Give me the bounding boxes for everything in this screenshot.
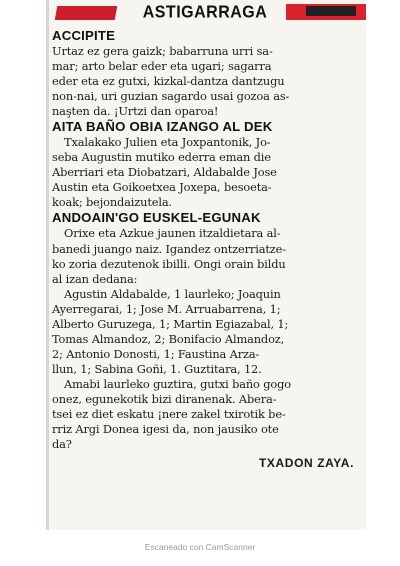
paragraph-line: naşten da. ¡Urtzi dan oparoa! (52, 104, 219, 119)
paragraph-line: Aberriari eta Diobatzari, Aldabalde Jose (52, 165, 277, 180)
paragraph-line: koak; bejondaizutela. (52, 195, 172, 210)
paragraph-line: Tomas Almandoz, 2; Bonifacio Almandoz, (52, 331, 285, 346)
red-ink-stripe-left (55, 6, 117, 20)
paragraph-line: non-nai, uri guzian sagardo usai gozoa as- (52, 89, 290, 104)
section-heading-accipite: ACCIPITE (52, 28, 116, 43)
paragraph-line: da? (52, 437, 72, 452)
paragraph-line: 2; Antonio Donosti, 1; Faustina Arza- (52, 346, 260, 361)
paragraph-line: Urtaz ez gera gaizk; babarruna urri sa- (52, 44, 273, 58)
masthead-title: ASTIGARRAGA (142, 3, 268, 22)
paragraph-line: Amabi laurleko guztira, gutxi baño gogo (64, 376, 291, 391)
paragraph-line: rriz Argi Donea igesi da, non jausiko ote (52, 422, 279, 437)
scan-edge-shadow (46, 0, 49, 530)
paragraph-line: Orixe eta Azkue jaunen itzaldietara al- (64, 226, 281, 241)
paragraph-line: seba Augustin mutiko ederra eman die (52, 150, 271, 165)
paragraph-line: mar; arto belar eder eta ugari; sagarra (52, 59, 272, 74)
paragraph-line: tsei ez diet eskatu ¡nere zakel txirotik be- (52, 407, 286, 422)
paragraph-line: Agustin Aldabalde, 1 laurleko; Joaquin (64, 286, 281, 301)
paragraph-line: Alberto Guruzega, 1; Martin Egiazabal, 1; (52, 316, 289, 331)
newspaper-clipping (46, 0, 366, 530)
paragraph-line: ko zoria dezutenok ibilli. Ongi orain bildu (52, 256, 286, 271)
paragraph-line: banedi juango naiz. Igandez ontzerriatze- (52, 241, 286, 256)
dark-ink-stripe-right (306, 6, 356, 16)
section-heading-andoain: ANDOAIN'GO EUSKEL-EGUNAK (52, 210, 261, 226)
signature: TXADON ZAYA. (259, 456, 354, 471)
paragraph-line: onez, egunekotik bizi diranenak. Abera- (52, 391, 277, 406)
article-column (52, 28, 358, 470)
scanner-watermark: Escaneado con CamScanner (144, 542, 256, 552)
paragraph-line: Ayerregarai, 1; Jose M. Arruabarrena, 1; (52, 301, 281, 316)
paragraph-line: Txalakako Julien eta Joxpantonik, Jo- (64, 135, 271, 150)
paragraph-line: eder eta ez gutxi, kizkal-dantza dantzugu (52, 74, 285, 89)
paragraph-line: al izan dedana: (52, 271, 138, 286)
paragraph-line: Austin eta Goikoetxea Joxepa, besoeta- (52, 180, 272, 195)
section-heading-aita: AITA BAÑO OBIA IZANGO AL DEK (52, 119, 273, 135)
paragraph-line: llun, 1; Sabina Goñi, 1. Guztitara, 12. (52, 361, 262, 376)
